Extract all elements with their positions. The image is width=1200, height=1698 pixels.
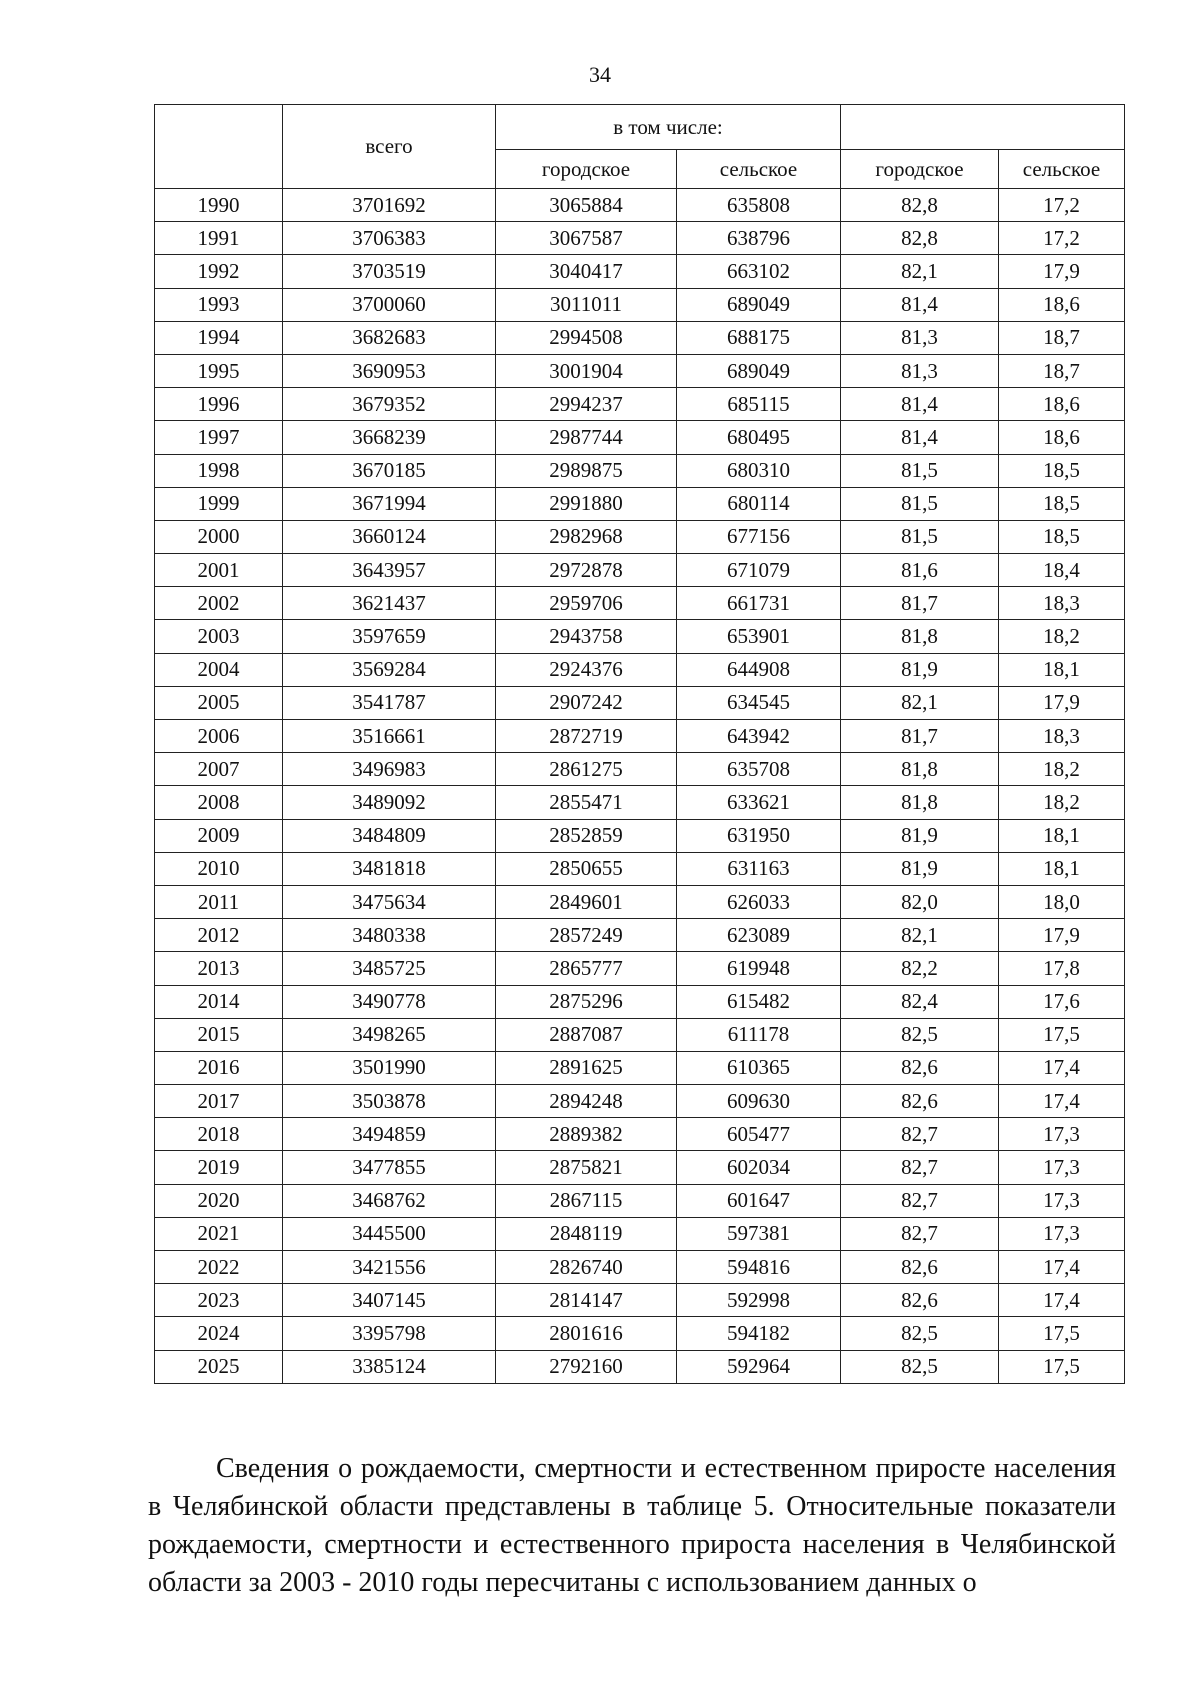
- table-row: [155, 1085, 1125, 1118]
- urban-pct-cell: 82,8: [841, 189, 999, 222]
- urban-pct-cell: 81,5: [841, 454, 999, 487]
- rural-cell: 597381: [677, 1217, 841, 1250]
- urban-pct-cell: 81,3: [841, 354, 999, 387]
- total-cell: 3480338: [283, 919, 496, 952]
- total-cell: 3670185: [283, 454, 496, 487]
- total-cell: 3643957: [283, 554, 496, 587]
- total-cell: 3468762: [283, 1184, 496, 1217]
- urban-cell: 2994508: [496, 321, 677, 354]
- urban-cell: 2852859: [496, 819, 677, 852]
- total-cell: 3671994: [283, 487, 496, 520]
- table-row: [155, 454, 1125, 487]
- year-cell: 2016: [155, 1051, 283, 1084]
- urban-cell: 2861275: [496, 753, 677, 786]
- total-cell: 3706383: [283, 222, 496, 255]
- rural-pct-cell: 17,3: [999, 1118, 1125, 1151]
- urban-cell: 2865777: [496, 952, 677, 985]
- table-row: [155, 852, 1125, 885]
- urban-cell: 2907242: [496, 686, 677, 719]
- total-cell: 3477855: [283, 1151, 496, 1184]
- rural-pct-cell: 17,4: [999, 1251, 1125, 1284]
- urban-cell: 2982968: [496, 520, 677, 553]
- urban-cell: 3001904: [496, 354, 677, 387]
- table-row: [155, 686, 1125, 719]
- urban-cell: 2959706: [496, 587, 677, 620]
- year-cell: 1990: [155, 189, 283, 222]
- header-share-cell: [841, 105, 1125, 150]
- rural-cell: 635708: [677, 753, 841, 786]
- table-row: [155, 1151, 1125, 1184]
- rural-pct-cell: 18,1: [999, 653, 1125, 686]
- rural-cell: 680114: [677, 487, 841, 520]
- table-row: [155, 653, 1125, 686]
- year-cell: 1993: [155, 288, 283, 321]
- urban-cell: 3011011: [496, 288, 677, 321]
- rural-cell: 601647: [677, 1184, 841, 1217]
- urban-pct-cell: 81,6: [841, 554, 999, 587]
- table-row: [155, 255, 1125, 288]
- year-cell: 2020: [155, 1184, 283, 1217]
- urban-pct-cell: 82,1: [841, 686, 999, 719]
- total-cell: 3679352: [283, 388, 496, 421]
- total-cell: 3569284: [283, 653, 496, 686]
- urban-cell: 2943758: [496, 620, 677, 653]
- urban-pct-cell: 82,1: [841, 919, 999, 952]
- table-row: [155, 952, 1125, 985]
- urban-cell: 3040417: [496, 255, 677, 288]
- urban-pct-cell: 82,2: [841, 952, 999, 985]
- year-cell: 2024: [155, 1317, 283, 1350]
- year-cell: 1994: [155, 321, 283, 354]
- urban-pct-cell: 81,3: [841, 321, 999, 354]
- rural-pct-cell: 17,9: [999, 686, 1125, 719]
- table-row: [155, 222, 1125, 255]
- urban-cell: 2891625: [496, 1051, 677, 1084]
- urban-pct-cell: 82,1: [841, 255, 999, 288]
- urban-pct-cell: 82,0: [841, 885, 999, 918]
- year-cell: 2002: [155, 587, 283, 620]
- rural-pct-cell: 18,1: [999, 852, 1125, 885]
- table-row: [155, 354, 1125, 387]
- urban-cell: 2994237: [496, 388, 677, 421]
- urban-cell: 2849601: [496, 885, 677, 918]
- urban-cell: 2867115: [496, 1184, 677, 1217]
- total-cell: 3481818: [283, 852, 496, 885]
- total-cell: 3690953: [283, 354, 496, 387]
- urban-cell: 2991880: [496, 487, 677, 520]
- rural-pct-cell: 17,3: [999, 1217, 1125, 1250]
- total-cell: 3385124: [283, 1350, 496, 1383]
- rural-pct-cell: 18,0: [999, 885, 1125, 918]
- rural-pct-cell: 17,9: [999, 919, 1125, 952]
- rural-cell: 610365: [677, 1051, 841, 1084]
- year-cell: 2025: [155, 1350, 283, 1383]
- year-cell: 2001: [155, 554, 283, 587]
- year-cell: 1991: [155, 222, 283, 255]
- population-table: [154, 104, 1125, 1384]
- rural-pct-cell: 17,3: [999, 1151, 1125, 1184]
- header-rural-pct: сельское: [999, 150, 1125, 189]
- year-cell: 1997: [155, 421, 283, 454]
- rural-pct-cell: 17,8: [999, 952, 1125, 985]
- rural-cell: 592998: [677, 1284, 841, 1317]
- total-cell: 3501990: [283, 1051, 496, 1084]
- rural-cell: 594816: [677, 1251, 841, 1284]
- year-cell: 2011: [155, 885, 283, 918]
- header-urban: городское: [496, 150, 677, 189]
- total-cell: 3541787: [283, 686, 496, 719]
- rural-pct-cell: 18,1: [999, 819, 1125, 852]
- urban-pct-cell: 82,6: [841, 1051, 999, 1084]
- urban-pct-cell: 81,9: [841, 653, 999, 686]
- rural-cell: 688175: [677, 321, 841, 354]
- urban-pct-cell: 81,4: [841, 421, 999, 454]
- rural-cell: 680310: [677, 454, 841, 487]
- rural-cell: 638796: [677, 222, 841, 255]
- total-cell: 3660124: [283, 520, 496, 553]
- urban-cell: 2848119: [496, 1217, 677, 1250]
- table-row: [155, 1118, 1125, 1151]
- rural-cell: 609630: [677, 1085, 841, 1118]
- year-cell: 2023: [155, 1284, 283, 1317]
- header-including: в том числе:: [496, 105, 841, 150]
- rural-pct-cell: 18,5: [999, 454, 1125, 487]
- table-row: [155, 520, 1125, 553]
- total-cell: 3445500: [283, 1217, 496, 1250]
- year-cell: 1995: [155, 354, 283, 387]
- rural-pct-cell: 18,6: [999, 421, 1125, 454]
- rural-cell: 661731: [677, 587, 841, 620]
- year-cell: 2021: [155, 1217, 283, 1250]
- table-row: [155, 1051, 1125, 1084]
- total-cell: 3484809: [283, 819, 496, 852]
- urban-pct-cell: 82,5: [841, 1018, 999, 1051]
- rural-cell: 619948: [677, 952, 841, 985]
- urban-pct-cell: 82,6: [841, 1284, 999, 1317]
- total-cell: 3703519: [283, 255, 496, 288]
- rural-pct-cell: 18,7: [999, 354, 1125, 387]
- page-number: 34: [589, 62, 611, 87]
- urban-pct-cell: 81,9: [841, 852, 999, 885]
- total-cell: 3485725: [283, 952, 496, 985]
- urban-pct-cell: 81,4: [841, 388, 999, 421]
- header-year-cell: [155, 105, 283, 189]
- table-body: [155, 189, 1125, 1384]
- rural-pct-cell: 17,2: [999, 189, 1125, 222]
- rural-pct-cell: 17,2: [999, 222, 1125, 255]
- year-cell: 2009: [155, 819, 283, 852]
- rural-pct-cell: 17,5: [999, 1317, 1125, 1350]
- rural-pct-cell: 18,2: [999, 786, 1125, 819]
- urban-pct-cell: 81,4: [841, 288, 999, 321]
- urban-pct-cell: 81,8: [841, 786, 999, 819]
- rural-pct-cell: 18,5: [999, 520, 1125, 553]
- year-cell: 2014: [155, 985, 283, 1018]
- urban-cell: 2924376: [496, 653, 677, 686]
- table-row: [155, 720, 1125, 753]
- rural-pct-cell: 18,4: [999, 554, 1125, 587]
- table-header: [155, 105, 1125, 189]
- urban-cell: 2894248: [496, 1085, 677, 1118]
- urban-pct-cell: 82,4: [841, 985, 999, 1018]
- total-cell: 3489092: [283, 786, 496, 819]
- urban-pct-cell: 81,8: [841, 753, 999, 786]
- rural-cell: 602034: [677, 1151, 841, 1184]
- total-cell: 3496983: [283, 753, 496, 786]
- rural-pct-cell: 17,5: [999, 1350, 1125, 1383]
- table-row: [155, 321, 1125, 354]
- year-cell: 2003: [155, 620, 283, 653]
- urban-cell: 2792160: [496, 1350, 677, 1383]
- urban-pct-cell: 82,7: [841, 1118, 999, 1151]
- rural-cell: 663102: [677, 255, 841, 288]
- urban-cell: 2875821: [496, 1151, 677, 1184]
- rural-pct-cell: 17,5: [999, 1018, 1125, 1051]
- rural-pct-cell: 17,4: [999, 1284, 1125, 1317]
- rural-pct-cell: 17,6: [999, 985, 1125, 1018]
- rural-cell: 689049: [677, 354, 841, 387]
- table-row: [155, 1317, 1125, 1350]
- total-cell: 3395798: [283, 1317, 496, 1350]
- urban-cell: 2987744: [496, 421, 677, 454]
- rural-pct-cell: 18,6: [999, 288, 1125, 321]
- total-cell: 3503878: [283, 1085, 496, 1118]
- rural-cell: 680495: [677, 421, 841, 454]
- urban-pct-cell: 81,5: [841, 487, 999, 520]
- rural-cell: 605477: [677, 1118, 841, 1151]
- urban-pct-cell: 82,7: [841, 1151, 999, 1184]
- table-row: [155, 885, 1125, 918]
- table-row: [155, 1350, 1125, 1383]
- year-cell: 2005: [155, 686, 283, 719]
- total-cell: 3490778: [283, 985, 496, 1018]
- urban-pct-cell: 81,7: [841, 720, 999, 753]
- rural-pct-cell: 17,9: [999, 255, 1125, 288]
- table-row: [155, 919, 1125, 952]
- urban-cell: 2889382: [496, 1118, 677, 1151]
- urban-cell: 2972878: [496, 554, 677, 587]
- rural-cell: 626033: [677, 885, 841, 918]
- total-cell: 3516661: [283, 720, 496, 753]
- urban-cell: 2801616: [496, 1317, 677, 1350]
- table-row: [155, 1251, 1125, 1284]
- table-row: [155, 985, 1125, 1018]
- rural-pct-cell: 18,3: [999, 720, 1125, 753]
- rural-pct-cell: 17,4: [999, 1051, 1125, 1084]
- rural-cell: 643942: [677, 720, 841, 753]
- rural-cell: 635808: [677, 189, 841, 222]
- year-cell: 2015: [155, 1018, 283, 1051]
- table-row: [155, 620, 1125, 653]
- rural-pct-cell: 18,2: [999, 620, 1125, 653]
- urban-cell: 2855471: [496, 786, 677, 819]
- year-cell: 2017: [155, 1085, 283, 1118]
- total-cell: 3407145: [283, 1284, 496, 1317]
- total-cell: 3668239: [283, 421, 496, 454]
- urban-pct-cell: 82,5: [841, 1350, 999, 1383]
- table-row: [155, 1018, 1125, 1051]
- year-cell: 2010: [155, 852, 283, 885]
- year-cell: 1996: [155, 388, 283, 421]
- rural-cell: 653901: [677, 620, 841, 653]
- year-cell: 1999: [155, 487, 283, 520]
- year-cell: 2022: [155, 1251, 283, 1284]
- urban-cell: 2814147: [496, 1284, 677, 1317]
- urban-pct-cell: 81,8: [841, 620, 999, 653]
- rural-pct-cell: 18,6: [999, 388, 1125, 421]
- header-total: всего: [283, 105, 496, 189]
- year-cell: 2000: [155, 520, 283, 553]
- urban-cell: 2857249: [496, 919, 677, 952]
- total-cell: 3498265: [283, 1018, 496, 1051]
- table-row: [155, 421, 1125, 454]
- total-cell: 3700060: [283, 288, 496, 321]
- urban-cell: 3067587: [496, 222, 677, 255]
- rural-cell: 671079: [677, 554, 841, 587]
- year-cell: 2018: [155, 1118, 283, 1151]
- urban-pct-cell: 81,7: [841, 587, 999, 620]
- urban-pct-cell: 81,9: [841, 819, 999, 852]
- year-cell: 2012: [155, 919, 283, 952]
- rural-cell: 594182: [677, 1317, 841, 1350]
- table-row: [155, 1217, 1125, 1250]
- table-row: [155, 819, 1125, 852]
- rural-cell: 592964: [677, 1350, 841, 1383]
- year-cell: 2006: [155, 720, 283, 753]
- table-row: [155, 753, 1125, 786]
- urban-pct-cell: 81,5: [841, 520, 999, 553]
- rural-pct-cell: 18,2: [999, 753, 1125, 786]
- year-cell: 1992: [155, 255, 283, 288]
- rural-pct-cell: 17,4: [999, 1085, 1125, 1118]
- table-row: [155, 554, 1125, 587]
- rural-cell: 631163: [677, 852, 841, 885]
- year-cell: 1998: [155, 454, 283, 487]
- total-cell: 3597659: [283, 620, 496, 653]
- table-row: [155, 388, 1125, 421]
- urban-pct-cell: 82,5: [841, 1317, 999, 1350]
- table-row: [155, 587, 1125, 620]
- table-row: [155, 786, 1125, 819]
- table-row: [155, 1284, 1125, 1317]
- urban-cell: 3065884: [496, 189, 677, 222]
- rural-pct-cell: 18,7: [999, 321, 1125, 354]
- year-cell: 2008: [155, 786, 283, 819]
- year-cell: 2019: [155, 1151, 283, 1184]
- total-cell: 3701692: [283, 189, 496, 222]
- table-row: [155, 1184, 1125, 1217]
- table-row: [155, 189, 1125, 222]
- rural-cell: 633621: [677, 786, 841, 819]
- rural-pct-cell: 18,3: [999, 587, 1125, 620]
- total-cell: 3621437: [283, 587, 496, 620]
- urban-cell: 2875296: [496, 985, 677, 1018]
- table-row: [155, 487, 1125, 520]
- year-cell: 2013: [155, 952, 283, 985]
- year-cell: 2007: [155, 753, 283, 786]
- rural-cell: 677156: [677, 520, 841, 553]
- rural-cell: 634545: [677, 686, 841, 719]
- total-cell: 3421556: [283, 1251, 496, 1284]
- rural-cell: 685115: [677, 388, 841, 421]
- total-cell: 3475634: [283, 885, 496, 918]
- year-cell: 2004: [155, 653, 283, 686]
- rural-cell: 631950: [677, 819, 841, 852]
- body-paragraph: Сведения о рождаемости, смертности и естественном приросте населения в Челябинской области представлены в таблице 5. Относительные показатели рождаемости, смертности и естественного прироста населения в Челябинской области за 2003 - 2010 годы пересчитаны с использованием данных о: [148, 1453, 1116, 1598]
- urban-cell: 2872719: [496, 720, 677, 753]
- urban-pct-cell: 82,8: [841, 222, 999, 255]
- rural-cell: 615482: [677, 985, 841, 1018]
- urban-pct-cell: 82,6: [841, 1251, 999, 1284]
- urban-pct-cell: 82,7: [841, 1184, 999, 1217]
- total-cell: 3682683: [283, 321, 496, 354]
- rural-pct-cell: 17,3: [999, 1184, 1125, 1217]
- urban-cell: 2850655: [496, 852, 677, 885]
- rural-pct-cell: 18,5: [999, 487, 1125, 520]
- urban-cell: 2826740: [496, 1251, 677, 1284]
- table-row: [155, 288, 1125, 321]
- urban-cell: 2989875: [496, 454, 677, 487]
- urban-cell: 2887087: [496, 1018, 677, 1051]
- total-cell: 3494859: [283, 1118, 496, 1151]
- urban-pct-cell: 82,6: [841, 1085, 999, 1118]
- urban-pct-cell: 82,7: [841, 1217, 999, 1250]
- rural-cell: 689049: [677, 288, 841, 321]
- rural-cell: 611178: [677, 1018, 841, 1051]
- rural-cell: 623089: [677, 919, 841, 952]
- header-urban-pct: городское: [841, 150, 999, 189]
- rural-cell: 644908: [677, 653, 841, 686]
- header-rural: сельское: [677, 150, 841, 189]
